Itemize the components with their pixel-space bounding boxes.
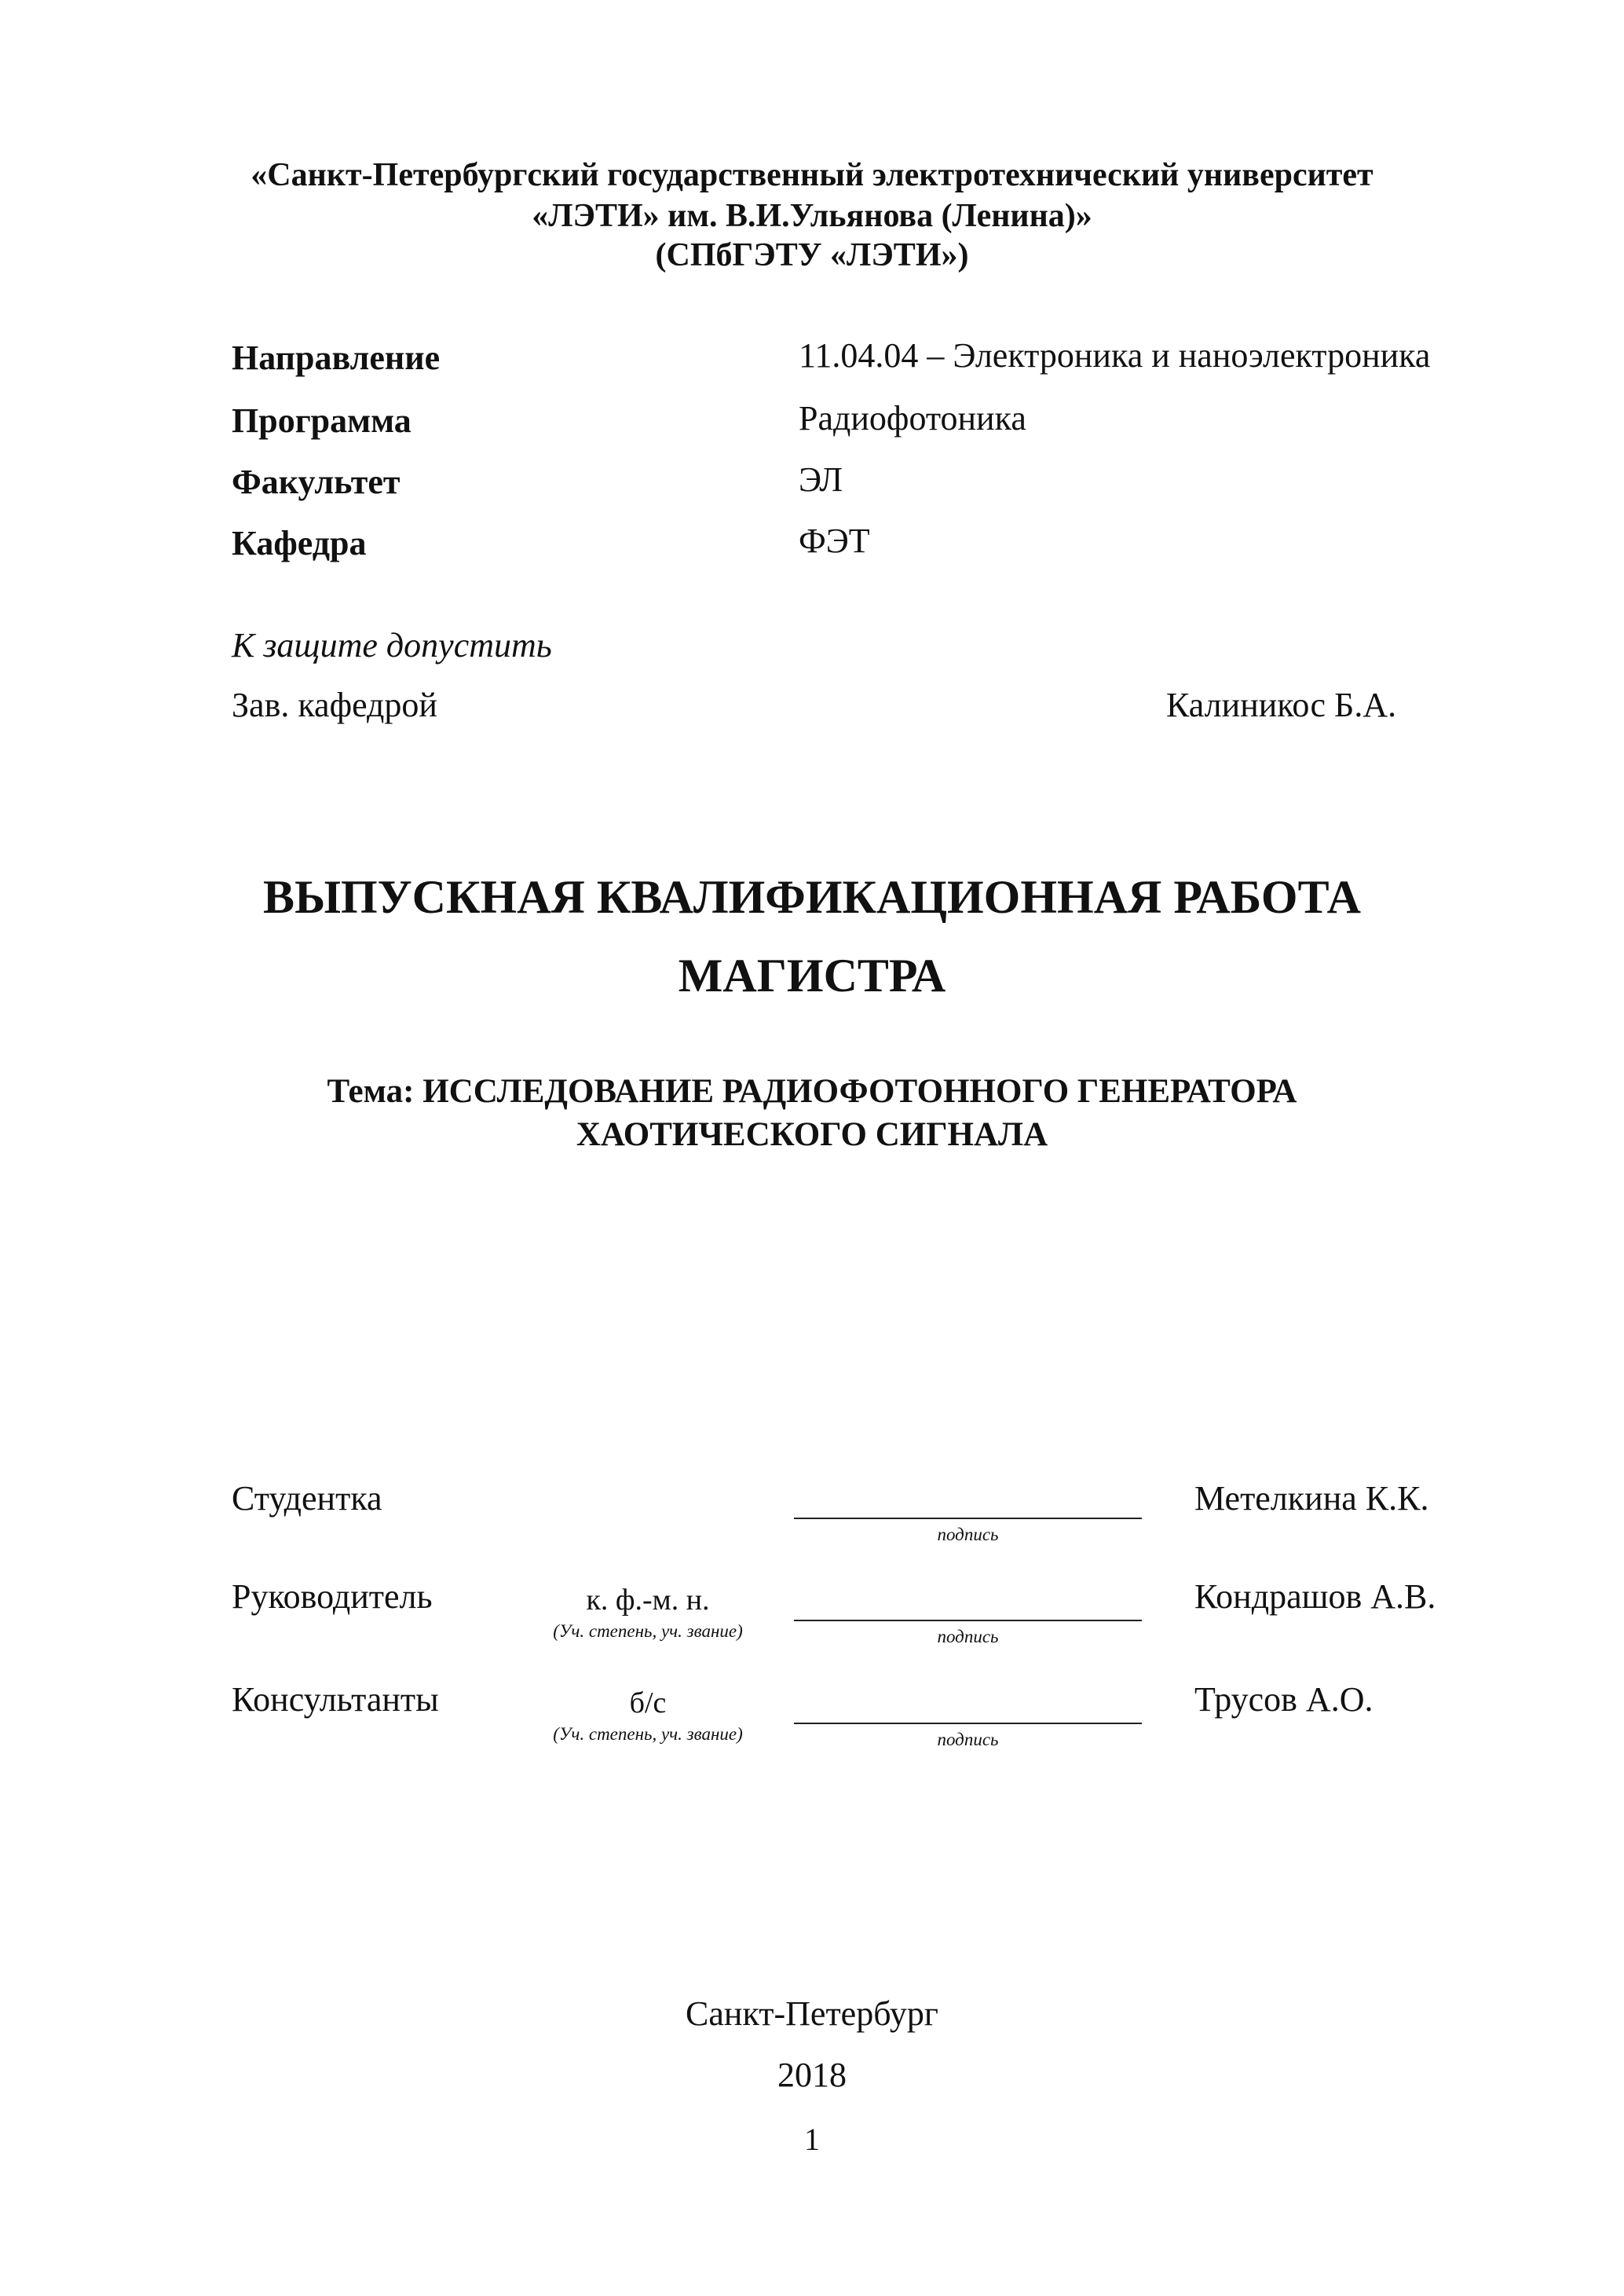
field-value-direction: 11.04.04 – Электроника и наноэлектроника xyxy=(799,336,1431,375)
signature-caption-consultants: подпись xyxy=(937,1730,999,1749)
signature-caption-student: подпись xyxy=(937,1525,999,1544)
document-title-line2: МАГИСТРА xyxy=(678,950,946,1002)
signature-line-student xyxy=(794,1518,1142,1519)
approval-role: Зав. кафедрой xyxy=(232,686,437,724)
degree-supervisor: к. ф.-м. н. xyxy=(586,1584,710,1617)
university-name-line2: «ЛЭТИ» им. В.И.Ульянова (Ленина)» xyxy=(532,198,1092,234)
degree-caption-supervisor: (Уч. степень, уч. звание) xyxy=(553,1621,743,1641)
signature-name-student: Метелкина К.К. xyxy=(1194,1479,1429,1518)
signature-role-supervisor: Руководитель xyxy=(232,1577,433,1616)
university-name-line1: «Санкт-Петербургский государственный электротехнический университет xyxy=(251,157,1373,193)
signature-role-student: Студентка xyxy=(232,1479,382,1518)
field-value-department: ФЭТ xyxy=(799,522,870,560)
signature-line-consultants xyxy=(794,1723,1142,1724)
field-value-program: Радиофотоника xyxy=(799,399,1026,438)
approval-label: К защите допустить xyxy=(232,626,552,665)
page-number: 1 xyxy=(804,2122,820,2157)
field-label-faculty: Факультет xyxy=(232,463,401,501)
signature-name-supervisor: Кондрашов А.В. xyxy=(1194,1577,1436,1616)
topic-line2: ХАОТИЧЕСКОГО СИГНАЛА xyxy=(576,1116,1048,1153)
field-label-direction: Направление xyxy=(232,339,441,377)
field-label-program: Программа xyxy=(232,401,411,440)
document-title-line1: ВЫПУСКНАЯ КВАЛИФИКАЦИОННАЯ РАБОТА xyxy=(263,871,1361,923)
footer-city: Санкт-Петербург xyxy=(686,1994,938,2033)
signature-role-consultants: Консультанты xyxy=(232,1680,439,1719)
field-value-faculty: ЭЛ xyxy=(799,460,843,499)
signature-caption-supervisor: подпись xyxy=(937,1627,999,1646)
approval-name: Калиникос Б.А. xyxy=(1166,686,1397,724)
degree-caption-consultants: (Уч. степень, уч. звание) xyxy=(553,1724,743,1744)
signature-line-supervisor xyxy=(794,1620,1142,1621)
field-label-department: Кафедра xyxy=(232,524,367,562)
degree-consultants: б/с xyxy=(629,1686,667,1719)
signature-name-consultants: Трусов А.О. xyxy=(1194,1680,1373,1719)
topic-line1: Тема: ИССЛЕДОВАНИЕ РАДИОФОТОННОГО ГЕНЕРАТОРА xyxy=(327,1073,1297,1110)
university-abbreviation: (СПбГЭТУ «ЛЭТИ») xyxy=(655,237,969,273)
footer-year: 2018 xyxy=(777,2056,847,2094)
